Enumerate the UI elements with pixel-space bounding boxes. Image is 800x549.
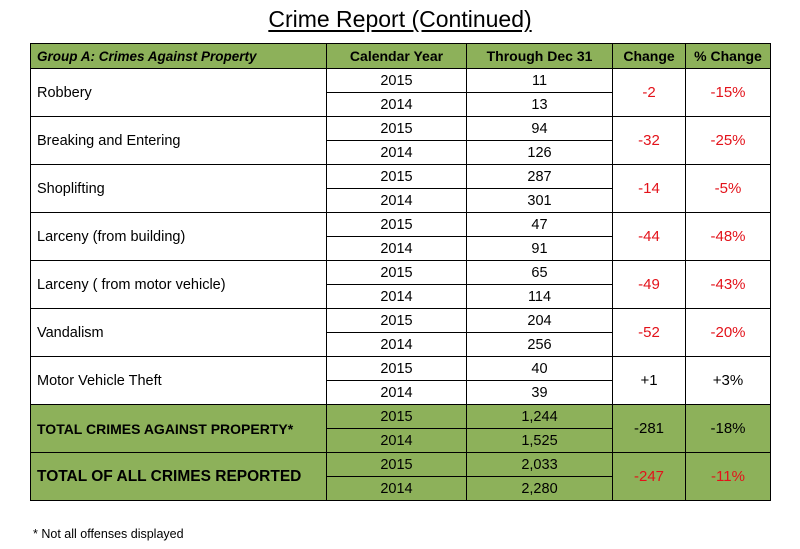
offense-name: Robbery <box>31 69 327 117</box>
count-cell: 114 <box>467 285 613 309</box>
change-cell: -32 <box>613 117 686 165</box>
table-row <box>31 213 771 237</box>
table-row <box>31 309 771 333</box>
year-cell: 2014 <box>327 141 467 165</box>
header-year: Calendar Year <box>327 44 467 69</box>
pct-change-cell: -20% <box>686 309 771 357</box>
pct-change-cell: -15% <box>686 69 771 117</box>
header-change: Change <box>613 44 686 69</box>
year-cell: 2015 <box>327 165 467 189</box>
offense-name: TOTAL CRIMES AGAINST PROPERTY* <box>31 405 327 453</box>
count-cell: 287 <box>467 165 613 189</box>
count-cell: 40 <box>467 357 613 381</box>
year-cell: 2015 <box>327 261 467 285</box>
page-title: Crime Report (Continued) <box>268 6 532 32</box>
count-cell: 65 <box>467 261 613 285</box>
pct-change-cell: -18% <box>686 405 771 453</box>
change-cell: -49 <box>613 261 686 309</box>
table-row <box>31 261 771 285</box>
count-cell: 2,280 <box>467 477 613 501</box>
offense-name: Vandalism <box>31 309 327 357</box>
year-cell: 2014 <box>327 93 467 117</box>
count-cell: 11 <box>467 69 613 93</box>
footnote: * Not all offenses displayed <box>33 527 184 541</box>
count-cell: 91 <box>467 237 613 261</box>
year-cell: 2014 <box>327 237 467 261</box>
header-through: Through Dec 31 <box>467 44 613 69</box>
offense-name: Shoplifting <box>31 165 327 213</box>
pct-change-cell: -43% <box>686 261 771 309</box>
total-row <box>31 405 771 429</box>
count-cell: 204 <box>467 309 613 333</box>
offense-name: Motor Vehicle Theft <box>31 357 327 405</box>
table-row <box>31 357 771 381</box>
count-cell: 47 <box>467 213 613 237</box>
count-cell: 1,244 <box>467 405 613 429</box>
year-cell: 2015 <box>327 213 467 237</box>
year-cell: 2014 <box>327 381 467 405</box>
pct-change-cell: -48% <box>686 213 771 261</box>
pct-change-cell: -25% <box>686 117 771 165</box>
pct-change-cell: -11% <box>686 453 771 501</box>
year-cell: 2014 <box>327 333 467 357</box>
offense-name: Larceny (from building) <box>31 213 327 261</box>
count-cell: 301 <box>467 189 613 213</box>
year-cell: 2014 <box>327 189 467 213</box>
header-group: Group A: Crimes Against Property <box>31 44 327 69</box>
offense-name: Breaking and Entering <box>31 117 327 165</box>
count-cell: 256 <box>467 333 613 357</box>
year-cell: 2015 <box>327 117 467 141</box>
pct-change-cell: +3% <box>686 357 771 405</box>
year-cell: 2014 <box>327 429 467 453</box>
table-row <box>31 165 771 189</box>
count-cell: 2,033 <box>467 453 613 477</box>
pct-change-cell: -5% <box>686 165 771 213</box>
table-row <box>31 117 771 141</box>
count-cell: 39 <box>467 381 613 405</box>
year-cell: 2015 <box>327 405 467 429</box>
header-pct-change: % Change <box>686 44 771 69</box>
count-cell: 13 <box>467 93 613 117</box>
year-cell: 2015 <box>327 69 467 93</box>
offense-name: TOTAL OF ALL CRIMES REPORTED <box>31 453 327 501</box>
year-cell: 2015 <box>327 357 467 381</box>
change-cell: -247 <box>613 453 686 501</box>
table-header-row <box>31 44 771 69</box>
year-cell: 2015 <box>327 453 467 477</box>
year-cell: 2014 <box>327 477 467 501</box>
offense-name: Larceny ( from motor vehicle) <box>31 261 327 309</box>
change-cell: -2 <box>613 69 686 117</box>
change-cell: -14 <box>613 165 686 213</box>
change-cell: -52 <box>613 309 686 357</box>
count-cell: 126 <box>467 141 613 165</box>
year-cell: 2015 <box>327 309 467 333</box>
total-row <box>31 453 771 477</box>
year-cell: 2014 <box>327 285 467 309</box>
table-body <box>31 69 771 501</box>
count-cell: 1,525 <box>467 429 613 453</box>
count-cell: 94 <box>467 117 613 141</box>
table-row <box>31 69 771 93</box>
change-cell: -44 <box>613 213 686 261</box>
change-cell: +1 <box>613 357 686 405</box>
change-cell: -281 <box>613 405 686 453</box>
crime-report-table <box>30 43 771 501</box>
